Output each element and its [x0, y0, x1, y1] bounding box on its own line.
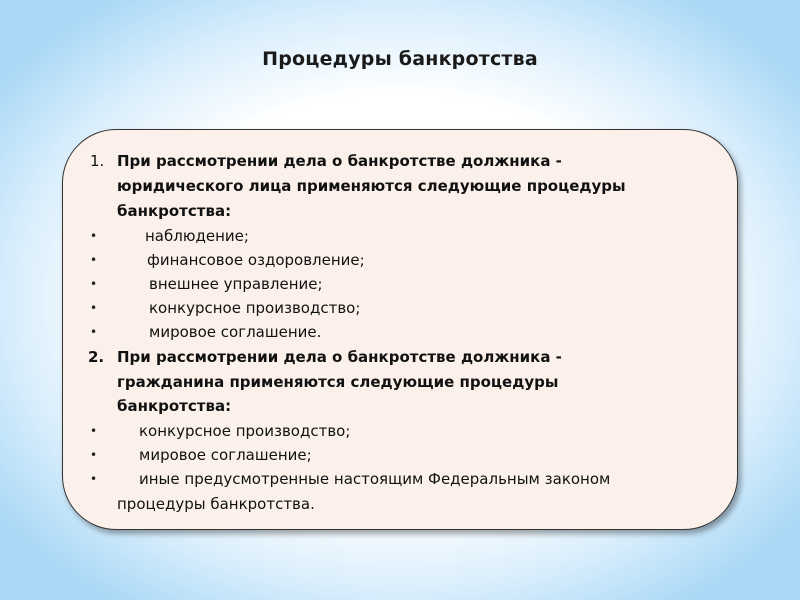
section-2-bullet-3-continuation: процедуры банкротства. [117, 495, 315, 513]
section-2-heading-line-1: При рассмотрении дела о банкротстве должника - [117, 348, 562, 366]
section-1-bullet-4: конкурсное производство; [149, 299, 361, 317]
section-1-heading-line-2: юридического лица применяются следующие процедуры [117, 177, 626, 195]
section-2-bullet-1: конкурсное производство; [139, 422, 351, 440]
section-2-heading-line-2: гражданина применяются следующие процедуры [117, 373, 559, 391]
section-2-bullet-2: мировое соглашение; [139, 446, 312, 464]
section-1-bullet-3: внешнее управление; [149, 275, 323, 293]
section-1-bullet-1: наблюдение; [145, 227, 249, 245]
bullet-icon: • [90, 229, 98, 243]
section-1-number: 1. [90, 152, 105, 170]
section-2-bullet-3: иные предусмотренные настоящим Федеральным законом [139, 470, 611, 488]
section-2-heading-line-3: банкротства: [117, 397, 232, 415]
slide-title: Процедуры банкротства [262, 48, 538, 70]
section-2-number: 2. [88, 348, 105, 366]
bullet-icon: • [90, 253, 98, 267]
section-1-bullet-5: мировое соглашение. [149, 323, 322, 341]
bullet-icon: • [90, 301, 98, 315]
section-1-heading-line-3: банкротства: [117, 202, 232, 220]
bullet-icon: • [90, 448, 98, 462]
bullet-icon: • [90, 325, 98, 339]
bullet-icon: • [90, 424, 98, 438]
section-1-heading-line-1: При рассмотрении дела о банкротстве должника - [117, 152, 562, 170]
bullet-icon: • [90, 472, 98, 486]
bullet-icon: • [90, 277, 98, 291]
section-1-bullet-2: финансовое оздоровление; [147, 251, 365, 269]
